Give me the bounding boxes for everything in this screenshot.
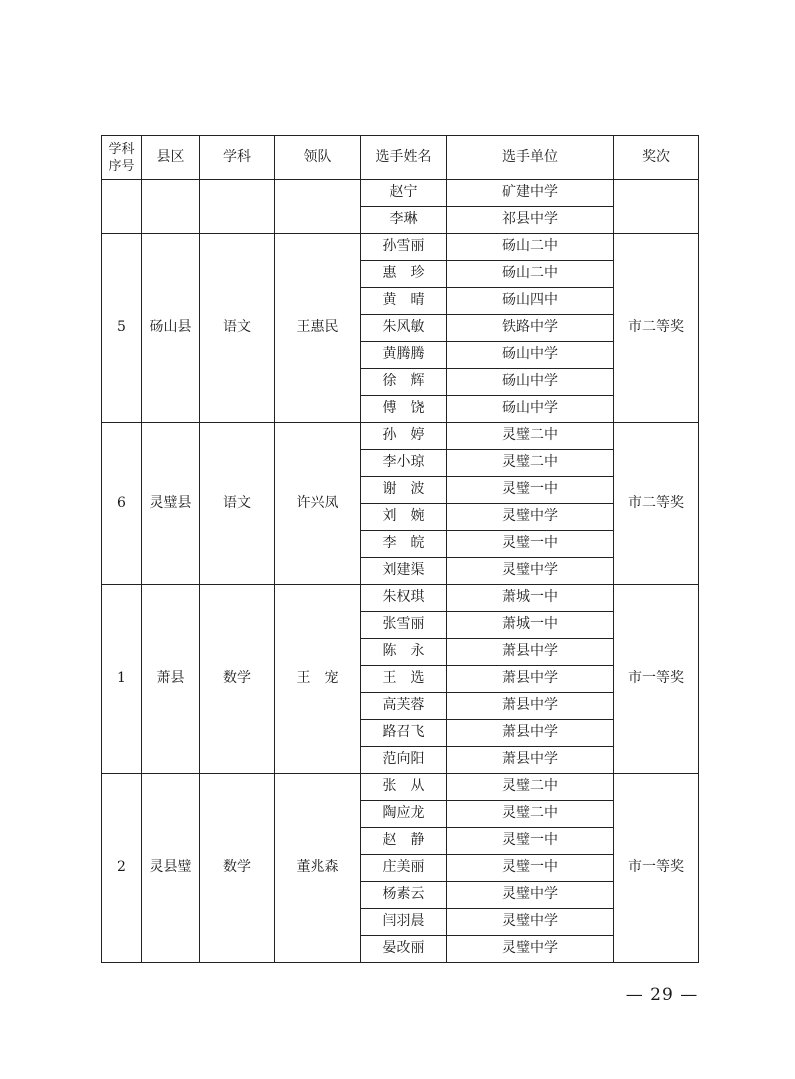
player-unit-cell: 矿建中学: [447, 180, 614, 207]
player-name-cell: 路召飞: [361, 720, 447, 747]
player-unit-cell: 萧县中学: [447, 693, 614, 720]
player-unit-cell: 灵璧中学: [447, 909, 614, 936]
group-award-cell: 市一等奖: [614, 585, 699, 774]
header-seq-line2: 序号: [108, 158, 135, 174]
page-number: — 29 —: [625, 985, 699, 1005]
header-seq-line1: 学科: [108, 141, 135, 157]
player-name-cell: 惠 珍: [361, 261, 447, 288]
header-county: 县区: [142, 136, 200, 180]
player-name-cell: 范向阳: [361, 747, 447, 774]
player-name-cell: 刘建渠: [361, 558, 447, 585]
group-seq-cell: 2: [102, 774, 142, 963]
player-unit-cell: 砀山中学: [447, 342, 614, 369]
group-county-cell: 灵县璧: [142, 774, 200, 963]
header-player-name: 选手姓名: [361, 136, 447, 180]
player-unit-cell: 灵璧二中: [447, 774, 614, 801]
player-unit-cell: 灵璧一中: [447, 531, 614, 558]
player-unit-cell: 灵璧二中: [447, 423, 614, 450]
header-row: [102, 136, 699, 180]
player-name-cell: 闫羽晨: [361, 909, 447, 936]
header-subject: 学科: [200, 136, 275, 180]
player-name-cell: 张 从: [361, 774, 447, 801]
player-name-cell: 李小琼: [361, 450, 447, 477]
player-unit-cell: 萧城一中: [447, 612, 614, 639]
player-name-cell: 晏改丽: [361, 936, 447, 963]
player-unit-cell: 砀山二中: [447, 234, 614, 261]
group-seq-cell: [102, 180, 142, 234]
table-row: [102, 585, 699, 612]
player-unit-cell: 灵璧一中: [447, 828, 614, 855]
player-name-cell: 朱风敏: [361, 315, 447, 342]
player-unit-cell: 砀山二中: [447, 261, 614, 288]
group-leader-cell: 王惠民: [275, 234, 361, 423]
group-award-cell: [614, 180, 699, 234]
player-unit-cell: 萧县中学: [447, 639, 614, 666]
group-leader-cell: 许兴凤: [275, 423, 361, 585]
player-name-cell: 徐 辉: [361, 369, 447, 396]
player-name-cell: 张雪丽: [361, 612, 447, 639]
player-name-cell: 杨素云: [361, 882, 447, 909]
table-body: [102, 180, 699, 963]
player-unit-cell: 灵璧二中: [447, 801, 614, 828]
player-unit-cell: 灵璧中学: [447, 882, 614, 909]
player-unit-cell: 灵璧一中: [447, 855, 614, 882]
player-name-cell: 陈 永: [361, 639, 447, 666]
group-county-cell: [142, 180, 200, 234]
player-unit-cell: 铁路中学: [447, 315, 614, 342]
player-unit-cell: 萧城一中: [447, 585, 614, 612]
player-unit-cell: 灵璧一中: [447, 477, 614, 504]
group-award-cell: 市一等奖: [614, 774, 699, 963]
player-unit-cell: 灵璧中学: [447, 936, 614, 963]
header-award: 奖次: [614, 136, 699, 180]
player-unit-cell: 砀山中学: [447, 369, 614, 396]
group-seq-cell: 1: [102, 585, 142, 774]
player-unit-cell: 萧县中学: [447, 720, 614, 747]
player-name-cell: 庄美丽: [361, 855, 447, 882]
group-award-cell: 市二等奖: [614, 234, 699, 423]
player-name-cell: 陶应龙: [361, 801, 447, 828]
group-county-cell: 砀山县: [142, 234, 200, 423]
header-player-unit: 选手单位: [447, 136, 614, 180]
player-unit-cell: 灵璧中学: [447, 558, 614, 585]
player-unit-cell: 萧县中学: [447, 747, 614, 774]
header-seq: [102, 136, 142, 180]
player-name-cell: 高芙蓉: [361, 693, 447, 720]
player-name-cell: 黄 晴: [361, 288, 447, 315]
player-name-cell: 孙 婷: [361, 423, 447, 450]
player-name-cell: 朱权琪: [361, 585, 447, 612]
header-leader: 领队: [275, 136, 361, 180]
table-row: [102, 423, 699, 450]
table-header: [102, 136, 699, 180]
group-leader-cell: [275, 180, 361, 234]
player-unit-cell: 灵璧中学: [447, 504, 614, 531]
player-name-cell: 傅 饶: [361, 396, 447, 423]
player-name-cell: 李 皖: [361, 531, 447, 558]
player-name-cell: 赵 静: [361, 828, 447, 855]
group-leader-cell: 王 宠: [275, 585, 361, 774]
group-county-cell: 灵璧县: [142, 423, 200, 585]
player-name-cell: 谢 波: [361, 477, 447, 504]
group-subject-cell: 数学: [200, 774, 275, 963]
player-name-cell: 王 选: [361, 666, 447, 693]
group-subject-cell: 语文: [200, 234, 275, 423]
table-row: [102, 234, 699, 261]
group-leader-cell: 董兆森: [275, 774, 361, 963]
player-name-cell: 赵宁: [361, 180, 447, 207]
player-unit-cell: 萧县中学: [447, 666, 614, 693]
player-name-cell: 黄腾腾: [361, 342, 447, 369]
player-unit-cell: 灵璧二中: [447, 450, 614, 477]
group-county-cell: 萧县: [142, 585, 200, 774]
player-name-cell: 孙雪丽: [361, 234, 447, 261]
player-unit-cell: 砀山中学: [447, 396, 614, 423]
player-name-cell: 李琳: [361, 207, 447, 234]
group-subject-cell: 数学: [200, 585, 275, 774]
table-row: [102, 180, 699, 207]
group-subject-cell: 语文: [200, 423, 275, 585]
group-seq-cell: 6: [102, 423, 142, 585]
award-table: [101, 135, 699, 963]
player-unit-cell: 祁县中学: [447, 207, 614, 234]
player-name-cell: 刘 婉: [361, 504, 447, 531]
group-seq-cell: 5: [102, 234, 142, 423]
group-award-cell: 市二等奖: [614, 423, 699, 585]
group-subject-cell: [200, 180, 275, 234]
table-row: [102, 774, 699, 801]
player-unit-cell: 砀山四中: [447, 288, 614, 315]
